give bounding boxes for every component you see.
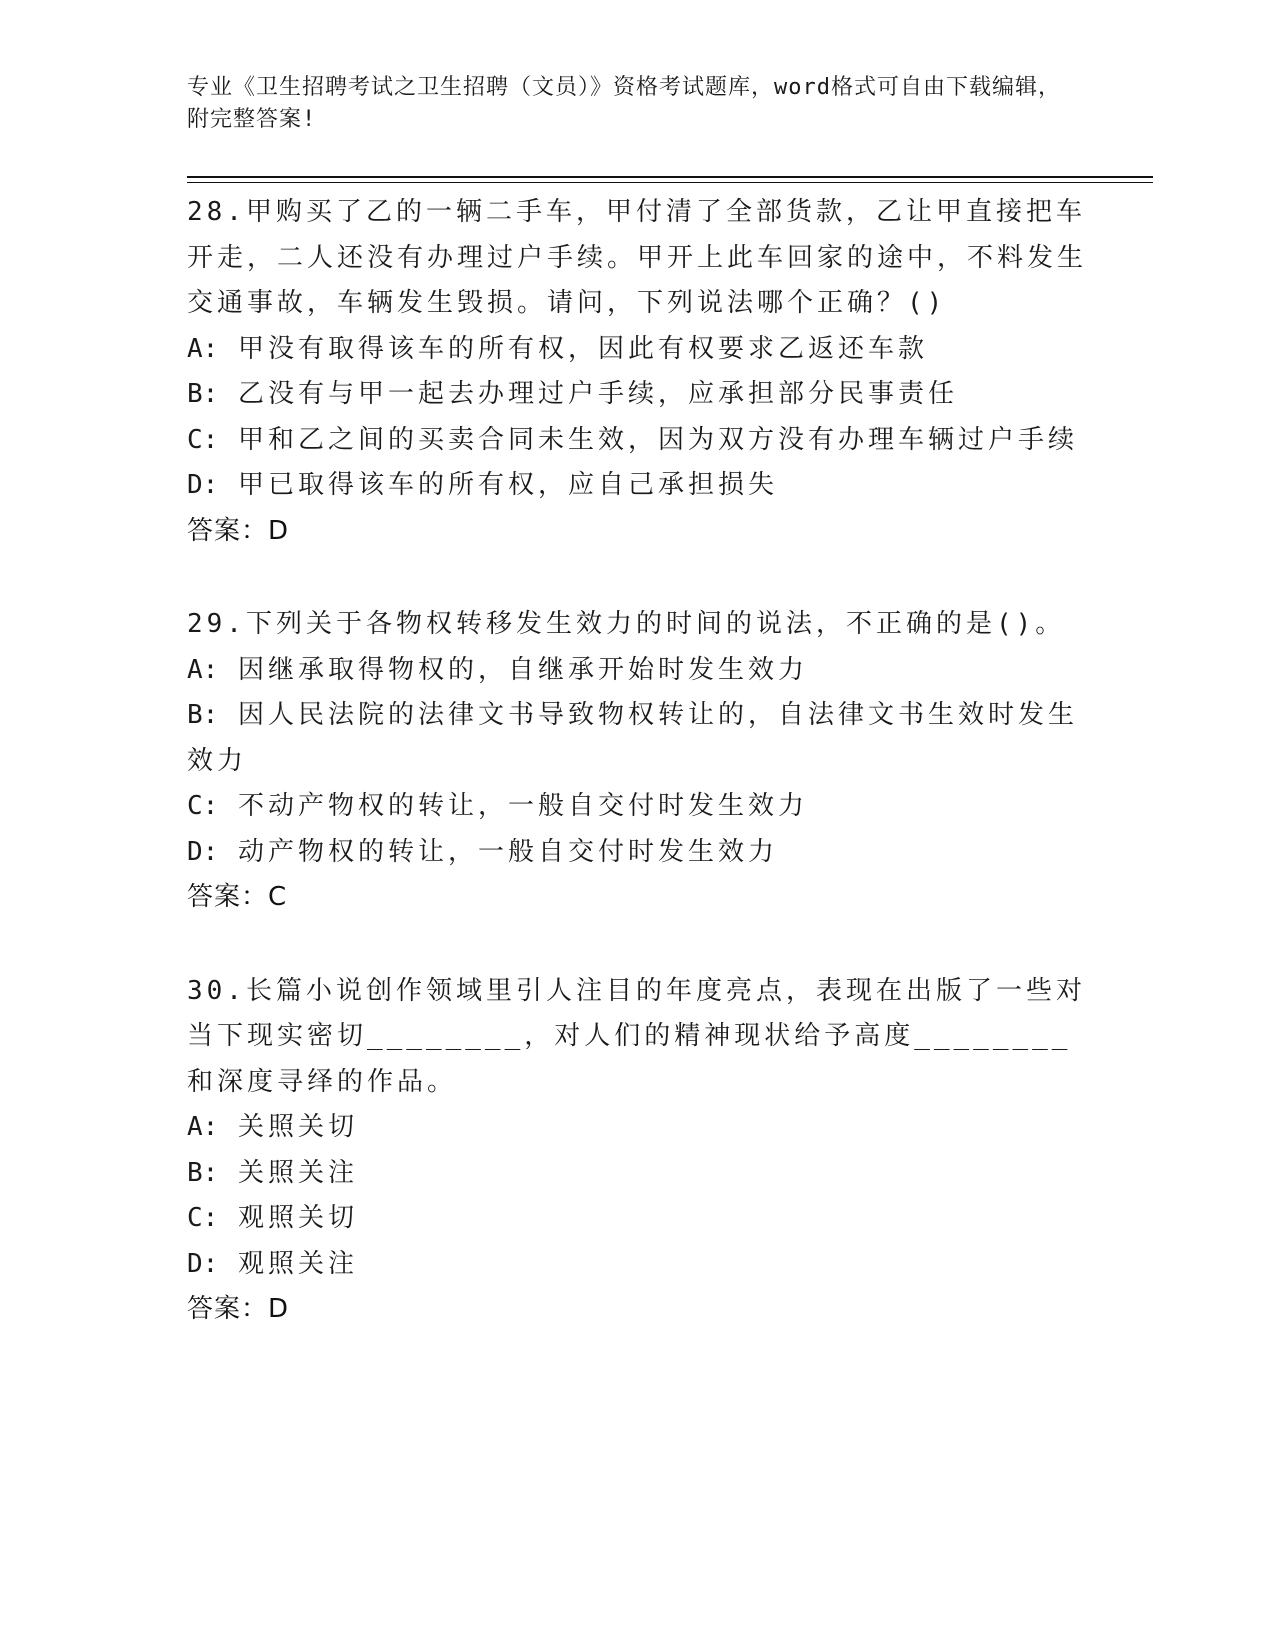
option-text: 不动产物权的转让，一般自交付时发生效力 [237,791,808,821]
question-stem: 29.下列关于各物权转移发生效力的时间的说法，不正确的是()。 [187,609,1066,639]
option-letter: B: [187,379,219,409]
question-stem: 30.长篇小说创作领域里引人注目的年度亮点，表现在出版了一些对当下现实密切________，对人们的精神现状给予高度________和深度寻绎的作品。 [187,975,1086,1097]
option-text: 观照关注 [237,1248,358,1279]
option-letter: B: [187,700,219,730]
option-text: 甲已取得该车的所有权，应自己承担损失 [237,470,778,500]
question-28 [187,190,1087,554]
option-c [187,784,1087,830]
option-d [187,1242,1087,1288]
option-text: 乙没有与甲一起去办理过户手续，应承担部分民事责任 [237,379,958,409]
option-letter: C: [187,424,219,455]
option-a [187,1105,1087,1151]
question-29 [187,602,1087,921]
option-b [187,693,1087,784]
answer-line: 答案：C [187,882,288,912]
option-a [187,648,1087,694]
option-letter: D: [187,836,219,867]
option-letter: A: [187,333,219,364]
option-text: 关照关切 [237,1112,358,1142]
option-d [187,830,1087,876]
header-rule-thin [187,182,1153,183]
answer-line: 答案：D [187,515,290,546]
option-letter: C: [187,791,219,821]
document-header: 专业《卫生招聘考试之卫生招聘（文员）》资格考试题库，word格式可自由下载编辑，附完整答案! [187,75,1061,132]
option-text: 甲没有取得该车的所有权，因此有权要求乙返还车款 [237,333,928,364]
option-text: 甲和乙之间的买卖合同未生效，因为双方没有办理车辆过户手续 [237,424,1078,455]
header-rule-thick [187,176,1153,178]
option-c [187,1196,1087,1242]
option-b [187,372,1087,418]
option-text: 因继承取得物权的，自继承开始时发生效力 [237,654,808,685]
option-letter: A: [187,1112,219,1142]
answer-line: 答案：D [187,1294,290,1324]
option-letter: A: [187,654,219,685]
option-text: 动产物权的转让，一般自交付时发生效力 [237,836,778,867]
option-c [187,418,1087,464]
option-a [187,327,1087,373]
option-d [187,463,1087,509]
option-text: 因人民法院的法律文书导致物权转让的，自法律文书生效时发生效力 [187,700,1078,776]
option-b [187,1151,1087,1197]
question-list [187,190,1087,1381]
question-30 [187,969,1087,1333]
option-letter: C: [187,1203,219,1233]
option-letter: D: [187,1248,219,1279]
option-letter: D: [187,470,219,500]
option-text: 观照关切 [237,1203,358,1233]
option-text: 关照关注 [237,1157,358,1188]
option-letter: B: [187,1157,219,1188]
question-stem: 28.甲购买了乙的一辆二手车，甲付清了全部货款，乙让甲直接把车开走，二人还没有办理过户手续。甲开上此车回家的途中，不料发生交通事故，车辆发生毁损。请问，下列说法哪个正确？() [187,197,1088,318]
